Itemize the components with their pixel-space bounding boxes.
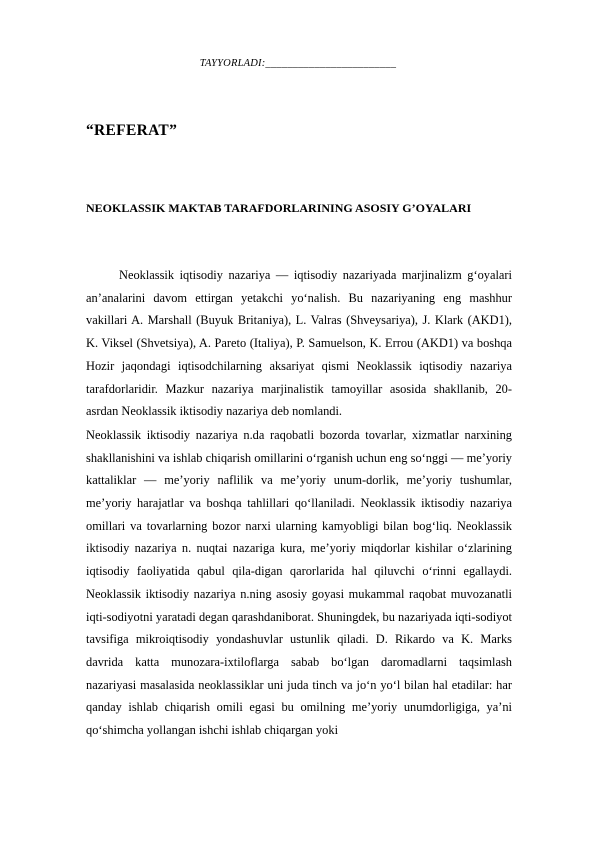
- section-heading: NEOKLASSIK MAKTAB TARAFDORLARINING ASOSIY G’OYALARI: [86, 201, 472, 215]
- document-body: [86, 264, 512, 743]
- document-title: “REFERAT”: [86, 122, 178, 139]
- body-paragraph: Neoklassik iktisodiy nazariya n.da raqobatli bozorda tovarlar, xizmatlar narxining shakllanishini va ishlab chiqarish omillarini o‘rganish uchun eng so‘nggi — me’yoriy kattaliklar — me’yoriy naflilik va me’yoriy unum-dorlik, me’yoriy tushumlar, me’yoriy harajatlar va boshqa tahlillari qo‘llaniladi. Neoklassik iktisodiy nazariya omillari va tovarlarning bozor narxi ularning kamyobligi bilan bog‘liq. Neoklassik iktisodiy nazariya n. nuqtai nazariga kura, me’yoriy miqdorlar kishilar o‘zlarining iqtisodiy faoliyatida qabul qila-digan qarorlarida hal qiluvchi o‘rinni egallaydi. Neoklassik iktisodiy nazariya n.ning asosiy goyasi mukammal raqobat muvozanatli iqti-sodiyotni yaratadi degan qarashdaniborat. Shuningdek, bu nazariyada iqti-sodiyot tavsifiga mikroiqtisodiy yondashuvlar ustunlik qiladi. D. Rikardo va K. Marks davrida katta munozara-ixtiloflarga sabab bo‘lgan daromadlarni taqsimlash nazariyasi masalasida neoklassiklar uni juda tinch va jo‘n yo‘l bilan hal etadilar: har qanday ishlab chiqarish omili egasi bu omilning me’yoriy unumdorligiga, ya’ni qo‘shimcha yollangan ishchi ishlab chiqargan yoki: [86, 427, 512, 738]
- body-paragraph: Neoklassik iqtisodiy nazariya — iqtisodiy nazariyada marjinalizm g‘oyalari an’analarini davom ettirgan yetakchi yo‘nalish. Bu nazariyaning eng mashhur vakillari A. Marshall (Buyuk Britaniya), L. Valras (Shveysariya), J. Klark (AKD1), K. Viksel (Shvetsiya), A. Pareto (Italiya), P. Samuelson, K. Errou (AKD1) va boshqa Hozir jaqondagi iqtisodchilarning aksariyat qismi Neoklassik iqtisodiy nazariya tarafdorlaridir. Mazkur nazariya marjinalistik tamoyillar asosida shakllanib, 20-asrdan Neoklassik iktisodiy nazariya deb nomlandi.: [86, 268, 512, 419]
- prepared-by-line: TAYYORLADI:________________________: [199, 58, 397, 69]
